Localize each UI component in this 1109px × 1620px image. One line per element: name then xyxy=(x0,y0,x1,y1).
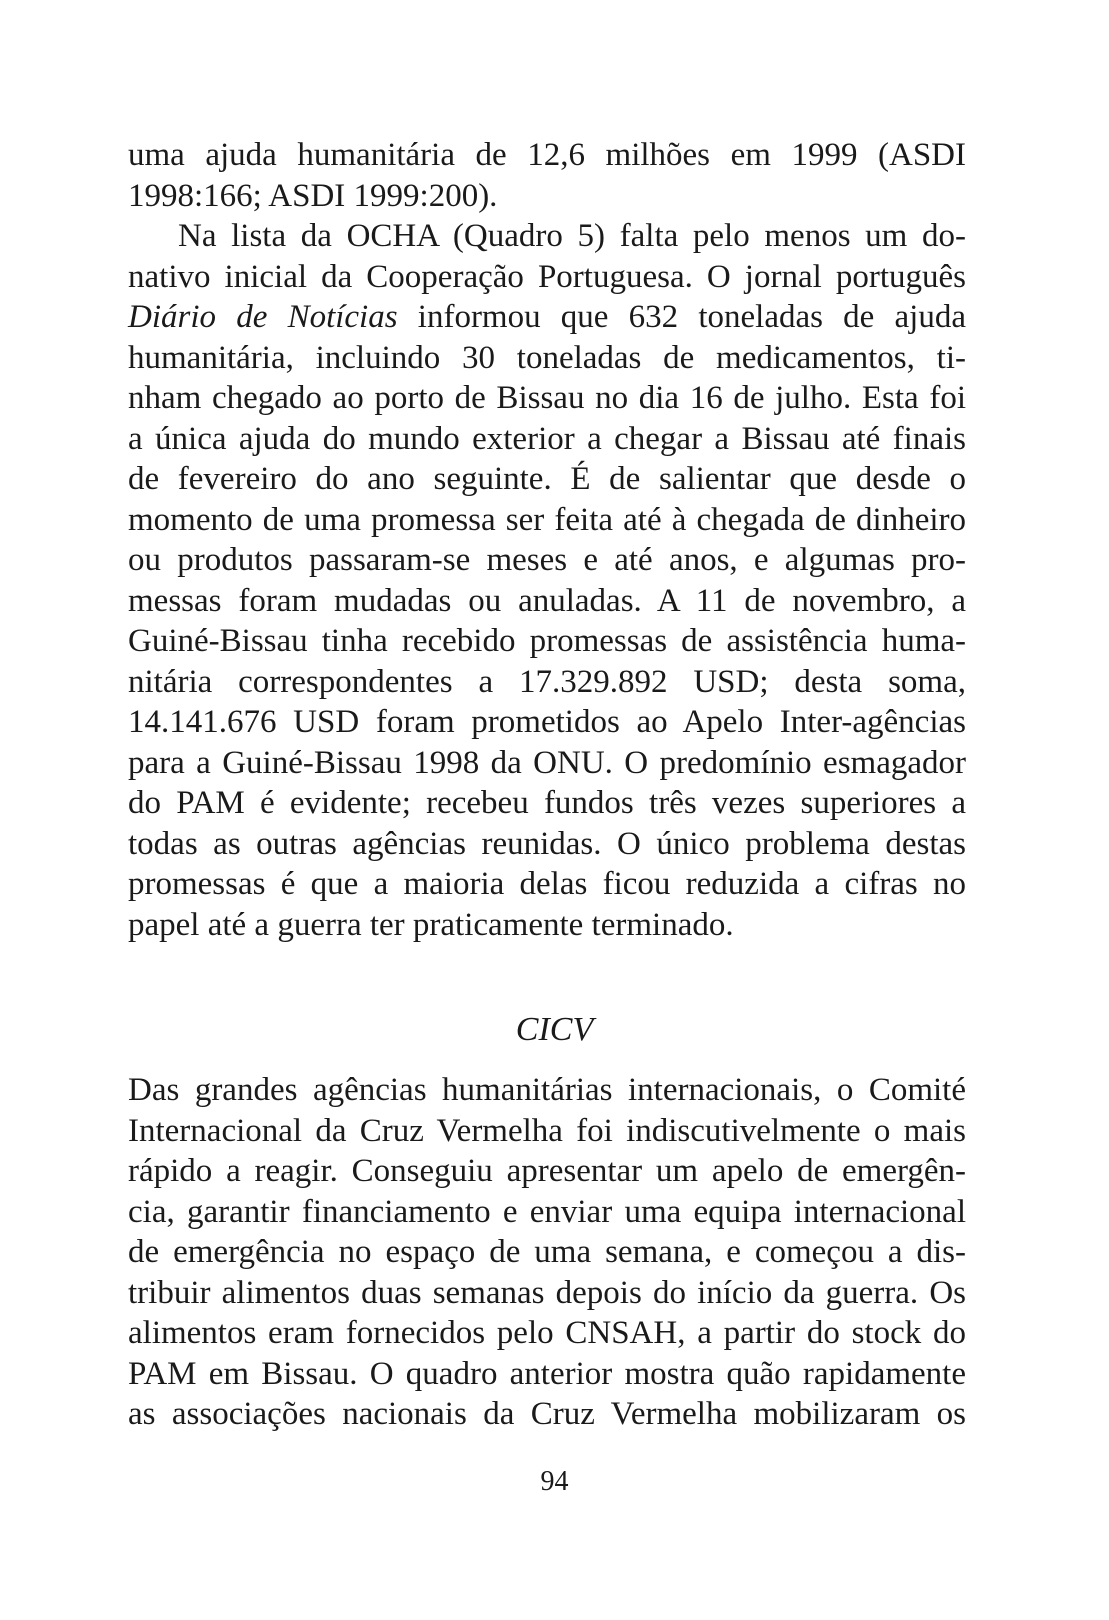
text-fragment: informou que 632 toneladas de ajuda xyxy=(397,299,966,335)
text-line: papel até a guerra ter praticamente terminado. xyxy=(128,906,734,943)
text-line: de fevereiro do ano seguinte. É de salientar que desde o xyxy=(128,461,966,497)
text-line: uma ajuda humanitária de 12,6 milhões em 1999 (ASDI xyxy=(128,137,966,173)
text-line: nitária correspondentes a 17.329.892 USD; desta soma, xyxy=(128,663,966,700)
body-text-cicv xyxy=(128,1070,966,1435)
text-line: 1998:166; ASDI 1999:200). xyxy=(128,177,498,214)
text-line: Guiné-Bissau tinha recebido promessas de assistência huma- xyxy=(128,623,966,659)
text-line: PAM em Bissau. O quadro anterior mostra quão rapidamente xyxy=(128,1355,966,1392)
text-line: nham chegado ao porto de Bissau no dia 16 de julho. Esta foi xyxy=(128,380,966,416)
text-line: do PAM é evidente; recebeu fundos três vezes superiores a xyxy=(128,785,966,821)
text-line: as associações nacionais da Cruz Vermelha mobilizaram os xyxy=(128,1396,966,1432)
text-line: nativo inicial da Cooperação Portuguesa. O jornal português xyxy=(128,258,966,295)
text-line: alimentos eram fornecidos pelo CNSAH, a partir do stock do xyxy=(128,1315,966,1351)
newspaper-title: Diário de Notícias xyxy=(128,299,398,335)
text-line: tribuir alimentos duas semanas depois do início da guerra. Os xyxy=(128,1274,966,1311)
text-line: para a Guiné-Bissau 1998 da ONU. O predomínio esmagador xyxy=(128,744,966,781)
text-line: a única ajuda do mundo exterior a chegar a Bissau até finais xyxy=(128,420,966,457)
text-line: humanitária, incluindo 30 toneladas de medicamentos, ti- xyxy=(128,339,966,376)
text-line xyxy=(128,297,966,338)
text-line: momento de uma promessa ser feita até à chegada de dinheiro xyxy=(128,501,966,538)
text-line: Internacional da Cruz Vermelha foi indiscutivelmente o mais xyxy=(128,1112,966,1149)
text-line: de emergência no espaço de uma semana, e começou a dis- xyxy=(128,1234,966,1270)
section-heading: CICV xyxy=(515,1011,594,1048)
body-text-top xyxy=(128,135,966,945)
text-line: messas foram mudadas ou anuladas. A 11 de novembro, a xyxy=(128,582,966,619)
text-line: 14.141.676 USD foram prometidos ao Apelo Inter-agências xyxy=(128,704,966,740)
text-line: todas as outras agências reunidas. O único problema destas xyxy=(128,825,966,862)
text-line: promessas é que a maioria delas ficou reduzida a cifras no xyxy=(128,866,966,902)
text-line: cia, garantir financiamento e enviar uma equipa internacional xyxy=(128,1193,966,1230)
text-line: Na lista da OCHA (Quadro 5) falta pelo menos um do- xyxy=(178,218,966,254)
page-number: 94 xyxy=(540,1466,569,1497)
text-line: rápido a reagir. Conseguiu apresentar um apelo de emergên- xyxy=(128,1153,966,1189)
text-line: ou produtos passaram-se meses e até anos, e algumas pro- xyxy=(128,542,966,578)
text-line: Das grandes agências humanitárias internacionais, o Comité xyxy=(128,1072,966,1108)
